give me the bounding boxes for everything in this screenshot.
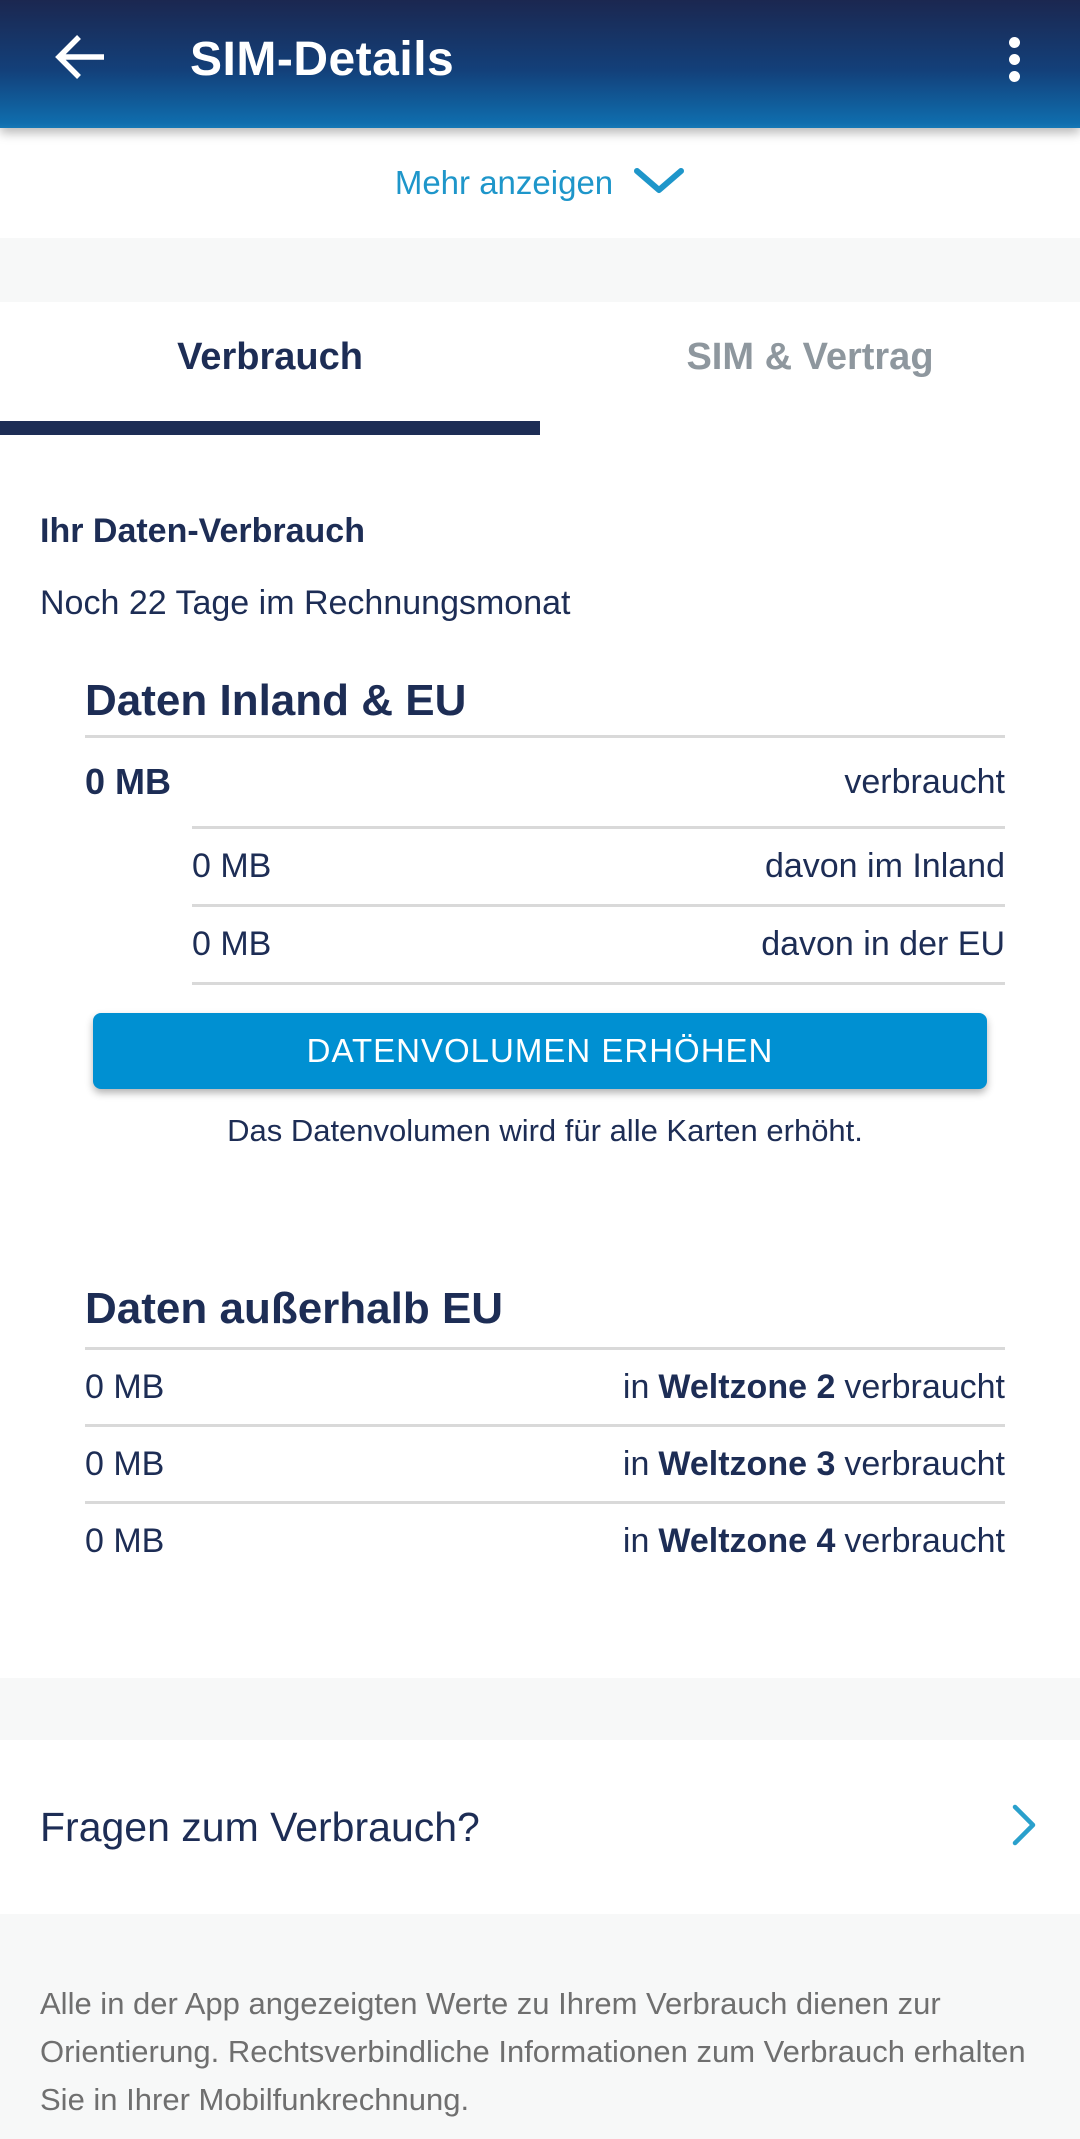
kebab-menu-icon <box>1009 54 1020 65</box>
eu-value: 0 MB <box>192 925 272 963</box>
total-used-label: verbraucht <box>844 762 1005 801</box>
usage-heading: Ihr Daten-Verbrauch <box>40 512 365 550</box>
inland-value: 0 MB <box>192 847 272 885</box>
usage-questions-link[interactable] <box>0 1740 1080 1914</box>
section-separator <box>0 1678 1080 1740</box>
usage-row-weltzone-4 <box>85 1504 1005 1578</box>
zone-suffix: verbraucht <box>844 1444 1005 1483</box>
weltzone-3-label <box>623 1445 1005 1484</box>
weltzone-4-label <box>623 1522 1005 1561</box>
disclaimer-text: Alle in der App angezeigten Werte zu Ihrem Verbrauch dienen zur Orientierung. Rechtsverbindliche Informationen zum Verbrauch erhalten Sie in Ihrer Mobilfunkrechnung. <box>40 1986 1026 2117</box>
usage-questions-label: Fragen zum Verbrauch? <box>40 1803 480 1850</box>
inland-label: davon im Inland <box>764 847 1005 885</box>
zone-suffix: verbraucht <box>844 1367 1005 1406</box>
tab-verbrauch-label: Verbrauch <box>177 336 363 378</box>
zone-suffix: verbraucht <box>844 1521 1005 1560</box>
inland-eu-heading: Daten Inland & EU <box>85 676 467 725</box>
weltzone-2-label <box>623 1368 1005 1407</box>
chevron-down-icon <box>633 165 685 202</box>
world-zone-rows <box>85 1350 1005 1578</box>
weltzone-4-value: 0 MB <box>85 1521 165 1560</box>
zone-prefix: in <box>622 1367 650 1406</box>
increase-data-button[interactable]: DATENVOLUMEN ERHÖHEN <box>93 1013 987 1089</box>
section-separator <box>0 238 1080 302</box>
back-button[interactable] <box>50 30 108 88</box>
chevron-right-icon <box>1008 1802 1040 1853</box>
usage-row-eu <box>192 907 1005 982</box>
weltzone-2-value: 0 MB <box>85 1367 165 1406</box>
outside-eu-heading: Daten außerhalb EU <box>85 1284 504 1333</box>
eu-label: davon in der EU <box>761 925 1005 963</box>
zone-prefix: in <box>622 1521 650 1560</box>
show-more-label: Mehr anzeigen <box>394 164 614 201</box>
active-tab-indicator <box>0 421 540 435</box>
usage-row-total <box>85 738 1005 826</box>
show-more-button[interactable] <box>0 128 1080 238</box>
page-title: SIM-Details <box>190 32 455 86</box>
zone-prefix: in <box>622 1444 650 1483</box>
usage-row-weltzone-2 <box>85 1350 1005 1424</box>
usage-content <box>0 435 1080 1678</box>
zone-name: Weltzone 4 <box>658 1521 836 1560</box>
divider <box>192 982 1005 985</box>
billing-period-note: Noch 22 Tage im Rechnungsmonat <box>40 584 571 622</box>
section-inland-eu <box>85 675 1005 1151</box>
kebab-menu-icon <box>1009 71 1020 82</box>
app-bar <box>0 0 1080 128</box>
section-outside-eu <box>85 1283 1005 1578</box>
arrow-left-icon <box>50 28 108 91</box>
tab-bar <box>0 302 1080 435</box>
usage-sub-rows <box>192 826 1005 985</box>
tab-verbrauch[interactable] <box>0 302 540 435</box>
weltzone-3-value: 0 MB <box>85 1444 165 1483</box>
tab-sim-vertrag-label: SIM & Vertrag <box>686 336 934 378</box>
usage-row-weltzone-3 <box>85 1427 1005 1501</box>
zone-name: Weltzone 3 <box>658 1444 836 1483</box>
tab-sim-vertrag[interactable] <box>540 302 1080 435</box>
overflow-menu-button[interactable] <box>994 37 1034 82</box>
zone-name: Weltzone 2 <box>658 1367 836 1406</box>
disclaimer-footer <box>0 1914 1080 2139</box>
total-used-value: 0 MB <box>85 761 172 802</box>
usage-row-inland <box>192 829 1005 904</box>
increase-data-note: Das Datenvolumen wird für alle Karten erhöht. <box>227 1113 863 1148</box>
kebab-menu-icon <box>1009 37 1020 48</box>
